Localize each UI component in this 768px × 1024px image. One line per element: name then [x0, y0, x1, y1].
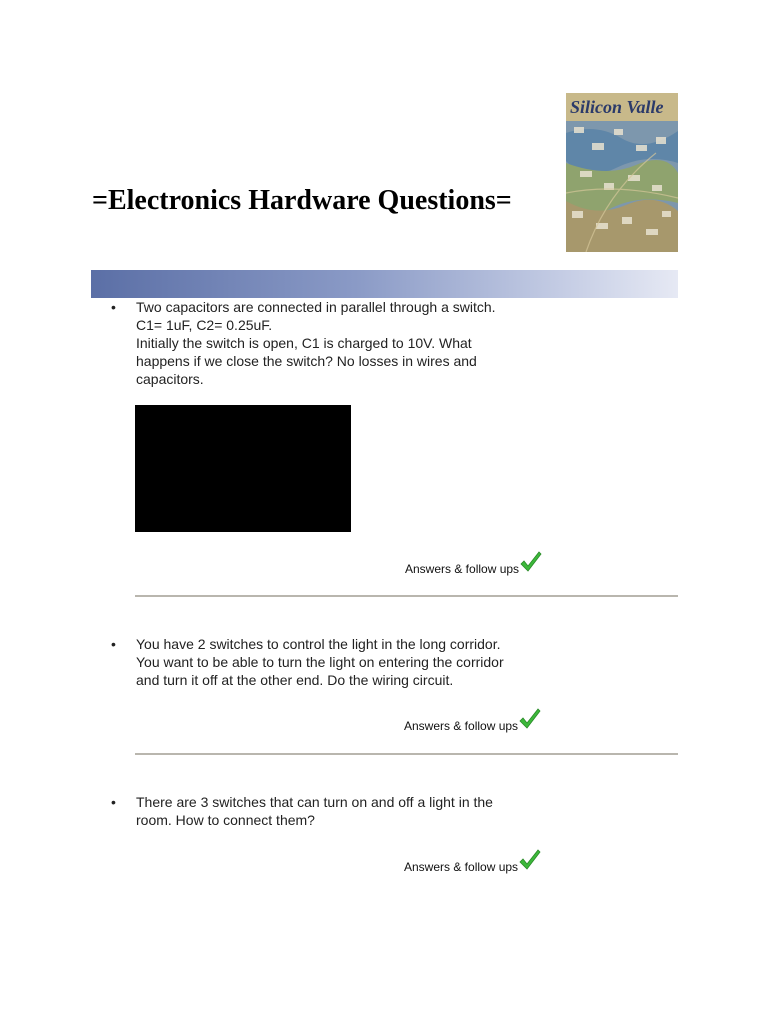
answers-link[interactable] [405, 549, 543, 576]
map-illustration [566, 93, 678, 252]
header-gradient-bar [91, 270, 678, 298]
answers-link[interactable] [404, 847, 542, 874]
question-line: and turn it off at the other end. Do the wiring circuit. [136, 672, 454, 688]
question-line: There are 3 switches that can turn on and off a light in the [136, 794, 493, 810]
question-line: capacitors. [136, 371, 204, 387]
bullet-icon: • [111, 299, 116, 315]
question-line: You want to be able to turn the light on entering the corridor [136, 654, 504, 670]
question-text [136, 635, 541, 689]
green-checkmark-icon [518, 849, 542, 876]
answers-label[interactable]: Answers & follow ups [404, 719, 519, 733]
answers-link[interactable] [404, 706, 542, 733]
question-line: happens if we close the switch? No losses in wires and [136, 353, 477, 369]
question-line: Two capacitors are connected in parallel through a switch. [136, 299, 496, 315]
question-item-3 [111, 793, 541, 829]
divider [135, 595, 678, 597]
question-line: C1= 1uF, C2= 0.25uF. [136, 317, 273, 333]
divider [135, 753, 678, 755]
answers-label[interactable]: Answers & follow ups [404, 860, 519, 874]
page-title: =Electronics Hardware Questions= [92, 185, 512, 216]
question-item-1 [111, 298, 541, 388]
bullet-icon: • [111, 794, 116, 810]
question-item-2 [111, 635, 541, 689]
question-line: Initially the switch is open, C1 is charged to 10V. What [136, 335, 472, 351]
green-checkmark-icon [518, 708, 542, 735]
circuit-diagram-image [135, 405, 351, 532]
question-line: room. How to connect them? [136, 812, 315, 828]
question-line: You have 2 switches to control the light in the long corridor. [136, 636, 501, 652]
map-caption: Silicon Valle [570, 97, 664, 117]
green-checkmark-icon [519, 551, 543, 578]
question-text [136, 793, 541, 829]
answers-label[interactable]: Answers & follow ups [405, 562, 520, 576]
bullet-icon: • [111, 636, 116, 652]
silicon-valley-map-image [566, 93, 678, 252]
question-text [136, 298, 541, 388]
